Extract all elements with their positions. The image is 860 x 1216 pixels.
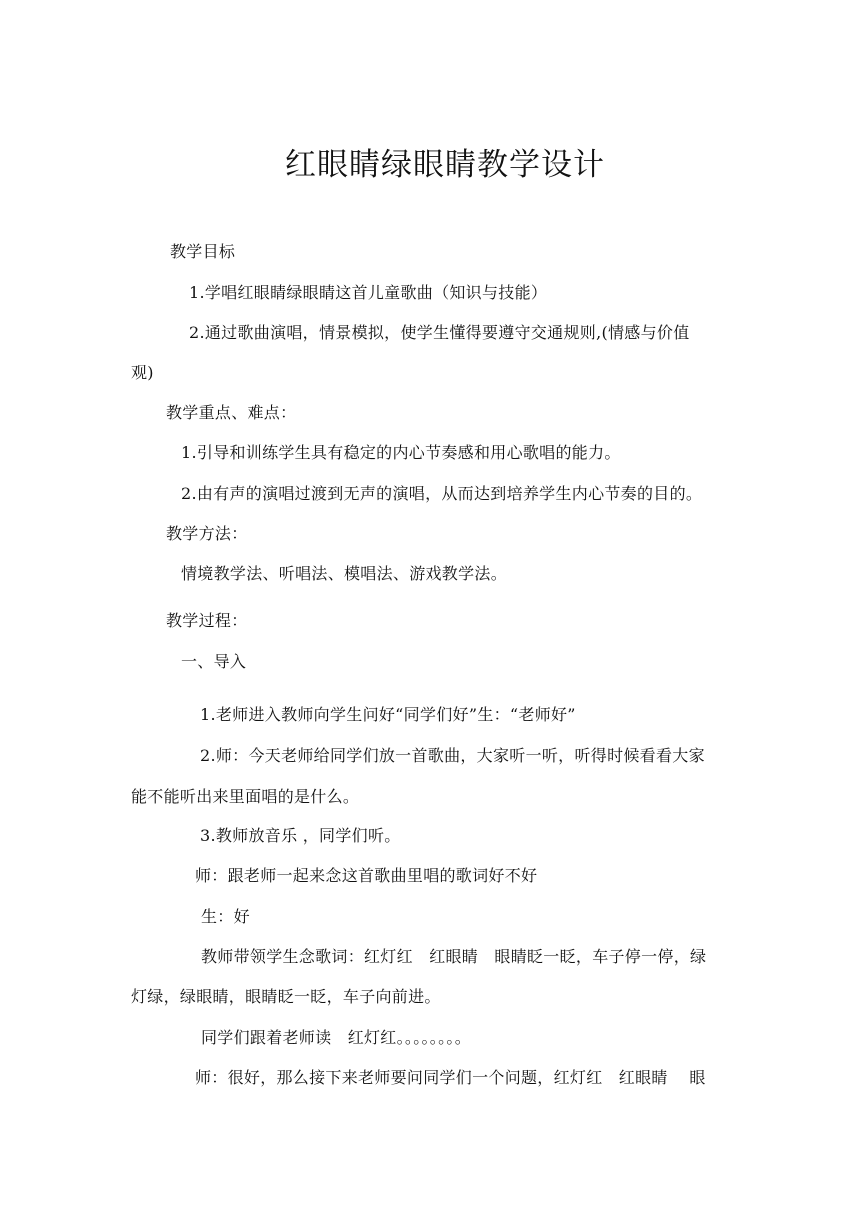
objective-item-1: 1.学唱红眼睛绿眼睛这首儿童歌曲（知识与技能） — [189, 283, 548, 302]
section-heading-key-points: 教学重点、难点： — [166, 403, 297, 422]
dialogue-teacher-1: 师：跟老师一起来念这首歌曲里唱的歌词好不好 — [195, 866, 538, 885]
process-item-3: 3.教师放音乐 ，同学们听。 — [200, 826, 401, 845]
process-item-2: 2.师：今天老师给同学们放一首歌曲，大家听一听，听得时候看看大家 — [200, 746, 705, 765]
lyrics-reading-1-continued: 灯绿，绿眼睛，眼睛眨一眨，车子向前进。 — [131, 987, 441, 1006]
dialogue-teacher-2: 师：很好，那么接下来老师要问同学们一个问题，红灯红 红眼睛 眼 — [195, 1068, 706, 1087]
process-subheading-intro: 一、导入 — [181, 652, 247, 671]
dialogue-student-1: 生：好 — [201, 907, 250, 926]
process-item-1: 1.老师进入教师向学生问好“同学们好”生：“老师好” — [200, 705, 576, 724]
objective-item-2: 2.通过歌曲演唱，情景模拟，使学生懂得要遵守交通规则,(情感与价值 — [189, 323, 690, 342]
key-point-item-1: 1.引导和训练学生具有稳定的内心节奏感和用心歌唱的能力。 — [181, 443, 621, 462]
objective-item-2-continued: 观) — [131, 363, 154, 382]
methods-text: 情境教学法、听唱法、模唱法、游戏教学法。 — [181, 564, 508, 583]
process-item-2-continued: 能不能听出来里面唱的是什么。 — [131, 787, 360, 806]
section-heading-objectives: 教学目标 — [170, 242, 236, 261]
section-heading-process: 教学过程： — [166, 611, 248, 630]
lyrics-reading-2: 同学们跟着老师读 红灯红。。。。。。。。 — [201, 1028, 472, 1047]
section-heading-methods: 教学方法： — [166, 524, 248, 543]
document-title: 红眼睛绿眼睛教学设计 — [285, 147, 605, 183]
lyrics-reading-1: 教师带领学生念歌词：红灯红 红眼睛 眼睛眨一眨，车子停一停，绿 — [201, 947, 707, 966]
key-point-item-2: 2.由有声的演唱过渡到无声的演唱，从而达到培养学生内心节奏的目的。 — [181, 484, 703, 503]
